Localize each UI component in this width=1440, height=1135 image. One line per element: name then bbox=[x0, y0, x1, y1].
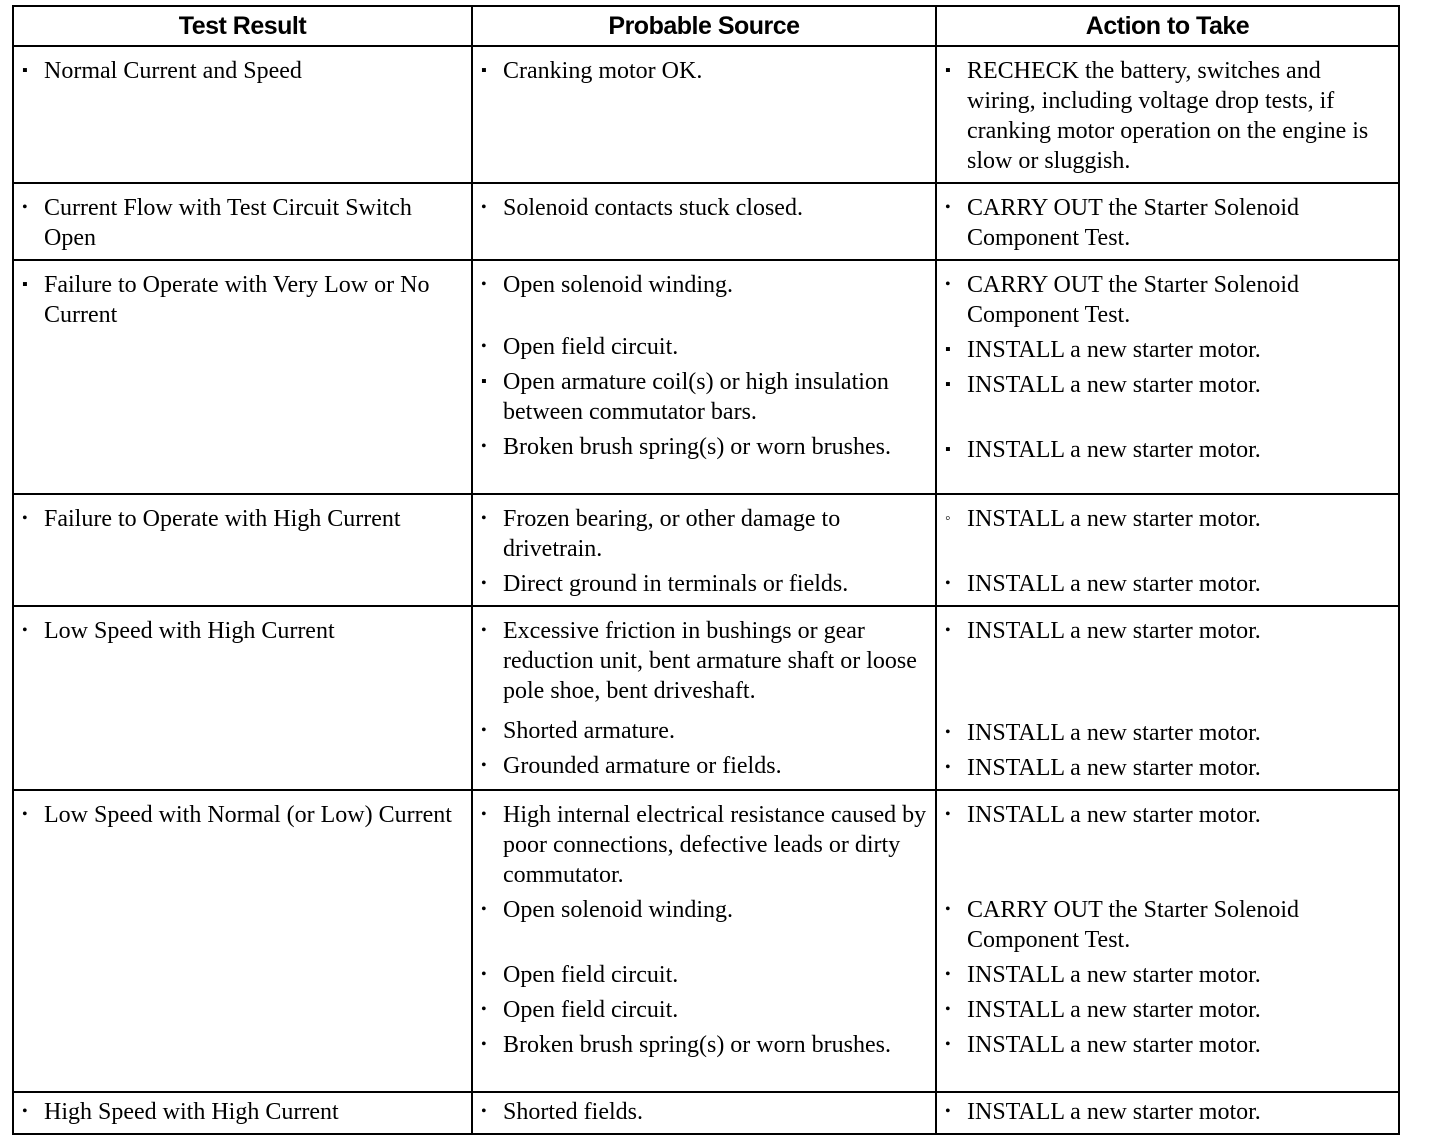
bullet-icon: • bbox=[22, 622, 28, 639]
bullet-icon: • bbox=[945, 1036, 951, 1053]
test-result-cell bbox=[13, 183, 472, 260]
action-text: INSTALL a new starter motor. bbox=[967, 962, 1261, 988]
header-action-to-take: Action to Take bbox=[936, 6, 1399, 46]
test-result-cell bbox=[13, 790, 472, 1092]
source-text: Open field circuit. bbox=[503, 962, 679, 988]
bullet-icon: • bbox=[22, 510, 28, 527]
action-text: INSTALL a new starter motor. bbox=[967, 755, 1261, 781]
probable-source-cell bbox=[472, 1092, 936, 1134]
action-cell bbox=[936, 790, 1399, 1092]
action-text: INSTALL a new starter motor. bbox=[967, 618, 1261, 644]
table-row bbox=[13, 494, 1399, 606]
header-test-result: Test Result bbox=[13, 6, 472, 46]
bullet-icon: • bbox=[945, 276, 951, 293]
source-text: Open field circuit. bbox=[503, 334, 679, 360]
bullet-icon: • bbox=[945, 724, 951, 741]
action-text: INSTALL a new starter motor. bbox=[967, 506, 1261, 532]
test-result-text: Failure to Operate with High Current bbox=[44, 506, 401, 532]
bullet-icon: ▪ bbox=[22, 62, 28, 79]
bullet-icon: ▪ bbox=[945, 341, 951, 358]
bullet-icon: • bbox=[481, 575, 487, 592]
probable-source-cell bbox=[472, 260, 936, 494]
bullet-icon: • bbox=[481, 1103, 487, 1120]
bullet-icon: • bbox=[945, 1103, 951, 1120]
test-result-text: Low Speed with High Current bbox=[44, 618, 335, 644]
bullet-icon: • bbox=[945, 759, 951, 776]
action-text: RECHECK the battery, switches and wiring, including voltage drop tests, if cranking motor operation on the engine is slow or sluggish. bbox=[967, 58, 1369, 174]
probable-source-cell bbox=[472, 494, 936, 606]
bullet-icon: • bbox=[481, 276, 487, 293]
bullet-icon: • bbox=[945, 901, 951, 918]
source-text: Shorted fields. bbox=[503, 1099, 643, 1125]
action-text: CARRY OUT the Starter Solenoid Component Test. bbox=[967, 897, 1299, 953]
bullet-icon: • bbox=[481, 338, 487, 355]
test-result-cell bbox=[13, 260, 472, 494]
bullet-icon: • bbox=[945, 199, 951, 216]
bullet-icon: • bbox=[481, 722, 487, 739]
bullet-icon: • bbox=[481, 1001, 487, 1018]
action-cell bbox=[936, 1092, 1399, 1134]
header-probable-source: Probable Source bbox=[472, 6, 936, 46]
bullet-icon: • bbox=[945, 622, 951, 639]
table-row bbox=[13, 46, 1399, 183]
table-row bbox=[13, 790, 1399, 1092]
source-text: Open field circuit. bbox=[503, 997, 679, 1023]
diagnosis-table bbox=[12, 5, 1400, 1135]
action-text: INSTALL a new starter motor. bbox=[967, 802, 1261, 828]
bullet-icon: ◦ bbox=[945, 510, 951, 527]
action-text: INSTALL a new starter motor. bbox=[967, 571, 1261, 597]
test-result-cell bbox=[13, 494, 472, 606]
bullet-icon: • bbox=[22, 1103, 28, 1120]
bullet-icon: • bbox=[481, 438, 487, 455]
action-text: INSTALL a new starter motor. bbox=[967, 997, 1261, 1023]
source-text: Solenoid contacts stuck closed. bbox=[503, 195, 803, 221]
table-row bbox=[13, 260, 1399, 494]
source-text: Open solenoid winding. bbox=[503, 897, 733, 923]
bullet-icon: • bbox=[481, 806, 487, 823]
source-text: Shorted armature. bbox=[503, 718, 675, 744]
bullet-icon: • bbox=[481, 901, 487, 918]
bullet-icon: • bbox=[481, 199, 487, 216]
test-result-cell bbox=[13, 46, 472, 183]
diagnosis-page bbox=[12, 5, 1398, 1135]
table-row bbox=[13, 1092, 1399, 1134]
bullet-icon: ▪ bbox=[945, 62, 951, 79]
bullet-icon: • bbox=[945, 806, 951, 823]
probable-source-cell bbox=[472, 606, 936, 790]
source-text: High internal electrical resistance caused by poor connections, defective leads or dirty commutator. bbox=[503, 802, 927, 888]
test-result-text: High Speed with High Current bbox=[44, 1099, 339, 1125]
test-result-text: Failure to Operate with Very Low or No Current bbox=[44, 272, 430, 328]
bullet-icon: ▪ bbox=[945, 441, 951, 458]
bullet-icon: ▪ bbox=[945, 376, 951, 393]
probable-source-cell bbox=[472, 790, 936, 1092]
source-text: Grounded armature or fields. bbox=[503, 753, 782, 779]
bullet-icon: • bbox=[22, 199, 28, 216]
source-text: Broken brush spring(s) or worn brushes. bbox=[503, 1032, 891, 1058]
bullet-icon: • bbox=[945, 1001, 951, 1018]
action-text: INSTALL a new starter motor. bbox=[967, 437, 1261, 463]
test-result-text: Normal Current and Speed bbox=[44, 58, 302, 84]
action-text: INSTALL a new starter motor. bbox=[967, 1032, 1261, 1058]
source-text: Cranking motor OK. bbox=[503, 58, 703, 84]
bullet-icon: • bbox=[945, 966, 951, 983]
bullet-icon: • bbox=[481, 1036, 487, 1053]
bullet-icon: • bbox=[481, 757, 487, 774]
table-row bbox=[13, 606, 1399, 790]
bullet-icon: ▪ bbox=[481, 373, 487, 390]
action-text: INSTALL a new starter motor. bbox=[967, 337, 1261, 363]
action-cell bbox=[936, 606, 1399, 790]
test-result-cell bbox=[13, 606, 472, 790]
header-row bbox=[13, 6, 1399, 46]
action-text: INSTALL a new starter motor. bbox=[967, 1099, 1261, 1125]
source-text: Frozen bearing, or other damage to drivetrain. bbox=[503, 506, 841, 562]
source-text: Open armature coil(s) or high insulation between commutator bars. bbox=[503, 369, 889, 425]
source-text: Broken brush spring(s) or worn brushes. bbox=[503, 434, 891, 460]
test-result-cell bbox=[13, 1092, 472, 1134]
bullet-icon: • bbox=[481, 510, 487, 527]
source-text: Open solenoid winding. bbox=[503, 272, 733, 298]
table-row bbox=[13, 183, 1399, 260]
bullet-icon: • bbox=[22, 806, 28, 823]
probable-source-cell bbox=[472, 183, 936, 260]
probable-source-cell bbox=[472, 46, 936, 183]
action-text: INSTALL a new starter motor. bbox=[967, 720, 1261, 746]
action-text: CARRY OUT the Starter Solenoid Component Test. bbox=[967, 195, 1299, 251]
bullet-icon: • bbox=[481, 622, 487, 639]
action-cell bbox=[936, 183, 1399, 260]
action-text: CARRY OUT the Starter Solenoid Component Test. bbox=[967, 272, 1299, 328]
action-cell bbox=[936, 260, 1399, 494]
source-text: Direct ground in terminals or fields. bbox=[503, 571, 849, 597]
bullet-icon: • bbox=[481, 966, 487, 983]
test-result-text: Low Speed with Normal (or Low) Current bbox=[44, 802, 452, 828]
action-cell bbox=[936, 46, 1399, 183]
bullet-icon: ▪ bbox=[22, 276, 28, 293]
bullet-icon: ▪ bbox=[481, 62, 487, 79]
action-cell bbox=[936, 494, 1399, 606]
action-text: INSTALL a new starter motor. bbox=[967, 372, 1261, 398]
test-result-text: Current Flow with Test Circuit Switch Open bbox=[44, 195, 412, 251]
source-text: Excessive friction in bushings or gear reduction unit, bent armature shaft or loose pole shoe, bent driveshaft. bbox=[503, 618, 917, 704]
bullet-icon: • bbox=[945, 575, 951, 592]
